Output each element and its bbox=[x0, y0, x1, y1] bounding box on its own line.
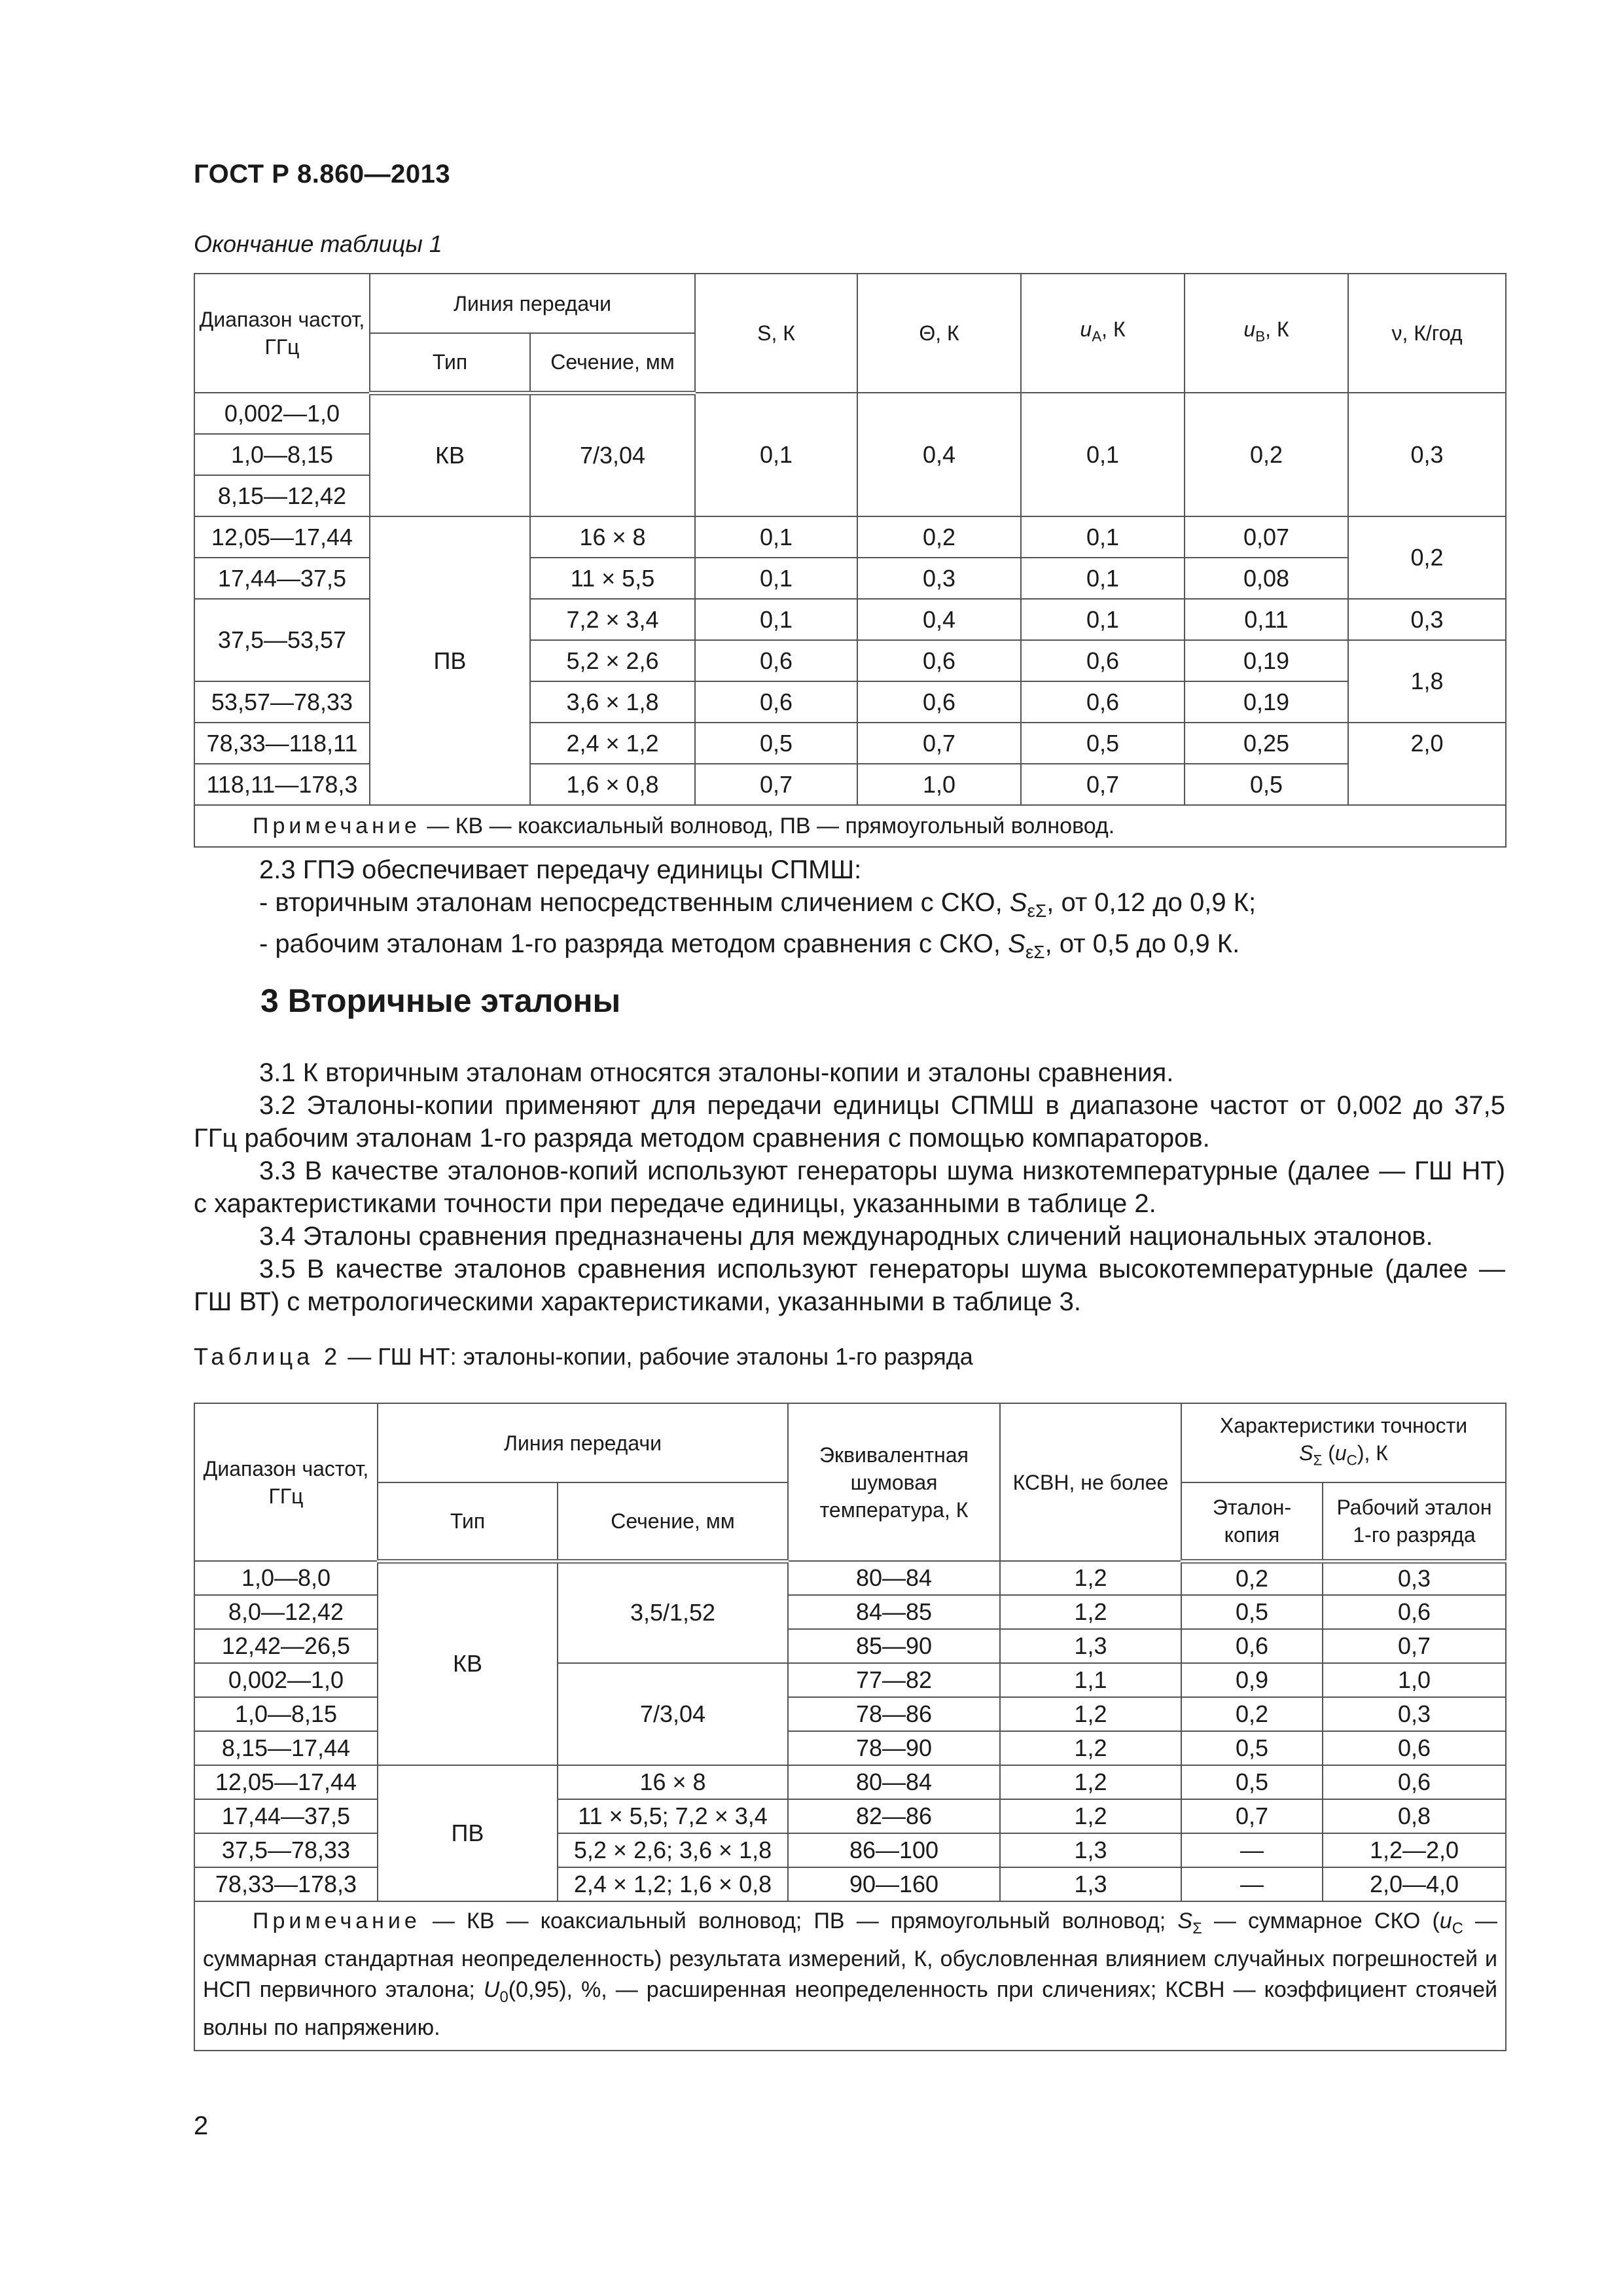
t2-copy: 0,7 bbox=[1181, 1799, 1323, 1833]
t2-copy: 0,5 bbox=[1181, 1765, 1323, 1799]
t1-section: 16 × 8 bbox=[530, 516, 695, 558]
t2-range: 0,002—1,0 bbox=[194, 1663, 378, 1697]
t2-copy: 0,9 bbox=[1181, 1663, 1323, 1697]
t1-note: Примечание — КВ — коаксиальный волновод, ПВ — прямоугольный волновод. bbox=[194, 805, 1506, 847]
t1-ub: 0,07 bbox=[1185, 516, 1348, 558]
t2-working: 0,7 bbox=[1323, 1629, 1506, 1663]
t1-ub: 0,2 bbox=[1185, 393, 1348, 516]
t2-temp: 84—85 bbox=[788, 1595, 1000, 1629]
t1-s: 0,6 bbox=[695, 640, 857, 681]
t1-s: 0,7 bbox=[695, 764, 857, 805]
t2-type: ПВ bbox=[378, 1765, 558, 1901]
t2-ksvn: 1,3 bbox=[1000, 1867, 1181, 1901]
t1-ub: 0,25 bbox=[1185, 723, 1348, 764]
t2-working: 0,6 bbox=[1323, 1595, 1506, 1629]
t1-range: 37,5—53,57 bbox=[194, 599, 370, 681]
t2-ksvn: 1,2 bbox=[1000, 1561, 1181, 1595]
paragraph-3-2: 3.2 Эталоны-копии применяют для передачи единицы СПМШ в диапазоне частот от 0,002 до 37,5 ГГц рабочим эталонам 1-го разряда методом сравнения с помощью компараторов. bbox=[194, 1091, 1505, 1153]
t2-range: 17,44—37,5 bbox=[194, 1799, 378, 1833]
t2-ksvn: 1,2 bbox=[1000, 1731, 1181, 1765]
t1-ub: 0,08 bbox=[1185, 558, 1348, 599]
t2-copy: 0,2 bbox=[1181, 1697, 1323, 1731]
t2-temp: 90—160 bbox=[788, 1867, 1000, 1901]
t1-range: 12,05—17,44 bbox=[194, 516, 370, 558]
t1-s: 0,6 bbox=[695, 681, 857, 723]
t2-range: 1,0—8,15 bbox=[194, 1697, 378, 1731]
t2-range: 37,5—78,33 bbox=[194, 1833, 378, 1867]
paragraph-3-1: 3.1 К вторичным эталонам относятся эталоны-копии и эталоны сравнения. bbox=[259, 1058, 1174, 1087]
paragraph-3-3: 3.3 В качестве эталонов-копий используют генераторы шума низкотемпературные (далее — ГШ НТ) с характеристиками точности при передаче единицы, указанными в таблице 2. bbox=[194, 1157, 1505, 1218]
t1-s: 0,1 bbox=[695, 516, 857, 558]
t1-ua: 0,6 bbox=[1021, 640, 1185, 681]
t1-ua: 0,1 bbox=[1021, 558, 1185, 599]
t2-temp: 82—86 bbox=[788, 1799, 1000, 1833]
section-3-heading: 3 Вторичные эталоны bbox=[260, 982, 621, 1019]
t2-copy: — bbox=[1181, 1867, 1323, 1901]
table-row bbox=[194, 1561, 1506, 1595]
t2-temp: 78—90 bbox=[788, 1731, 1000, 1765]
t2-ksvn: 1,2 bbox=[1000, 1799, 1181, 1833]
t1-ua: 0,6 bbox=[1021, 681, 1185, 723]
t1-section: 11 × 5,5 bbox=[530, 558, 695, 599]
t1-section: 3,6 × 1,8 bbox=[530, 681, 695, 723]
t2-working: 1,2—2,0 bbox=[1323, 1833, 1506, 1867]
paragraph-2-3: 2.3 ГПЭ обеспечивает передачу единицы СПМШ: bbox=[259, 855, 862, 884]
table-row bbox=[194, 516, 1506, 558]
t2-copy: 0,5 bbox=[1181, 1595, 1323, 1629]
t1-header-theta: Θ, К bbox=[857, 274, 1021, 393]
t1-section: 5,2 × 2,6 bbox=[530, 640, 695, 681]
t1-theta: 0,6 bbox=[857, 640, 1021, 681]
table2-caption: Таблица 2 — ГШ НТ: эталоны-копии, рабочие эталоны 1-го разряда bbox=[194, 1343, 973, 1370]
t2-ksvn: 1,3 bbox=[1000, 1629, 1181, 1663]
t1-nu: 2,0 bbox=[1348, 723, 1506, 805]
t1-range: 78,33—118,11 bbox=[194, 723, 370, 764]
t2-ksvn: 1,1 bbox=[1000, 1663, 1181, 1697]
t1-range: 17,44—37,5 bbox=[194, 558, 370, 599]
t2-range: 12,42—26,5 bbox=[194, 1629, 378, 1663]
t1-range: 53,57—78,33 bbox=[194, 681, 370, 723]
t1-s: 0,1 bbox=[695, 393, 857, 516]
t2-range: 1,0—8,0 bbox=[194, 1561, 378, 1595]
t2-temp: 86—100 bbox=[788, 1833, 1000, 1867]
t1-header-line: Линия передачи bbox=[370, 274, 695, 333]
t1-ua: 0,5 bbox=[1021, 723, 1185, 764]
t1-nu: 0,3 bbox=[1348, 599, 1506, 640]
t2-header-working: Рабочий эталон 1-го разряда bbox=[1323, 1482, 1506, 1561]
section-2-3 bbox=[194, 853, 1505, 969]
t1-header-nu: ν, К/год bbox=[1348, 274, 1506, 393]
t1-nu: 0,2 bbox=[1348, 516, 1506, 599]
t2-type: КВ bbox=[378, 1561, 558, 1765]
t1-ua: 0,1 bbox=[1021, 393, 1185, 516]
t1-section: 7,2 × 3,4 bbox=[530, 599, 695, 640]
t2-copy: 0,2 bbox=[1181, 1561, 1323, 1595]
t1-ub: 0,19 bbox=[1185, 681, 1348, 723]
t1-theta: 0,3 bbox=[857, 558, 1021, 599]
t1-nu: 0,3 bbox=[1348, 393, 1506, 516]
t2-working: 0,3 bbox=[1323, 1561, 1506, 1595]
list-item: - рабочим эталонам 1-го разряда методом сравнения с СКО, $S_{\varepsilon\Sigma}$, от 0,5 до 0,9 К. bbox=[259, 929, 1240, 962]
t2-section: 2,4 × 1,2; 1,6 × 0,8 bbox=[558, 1867, 788, 1901]
t1-section: 7/3,04 bbox=[530, 393, 695, 516]
t1-section: 1,6 × 0,8 bbox=[530, 764, 695, 805]
t2-range: 12,05—17,44 bbox=[194, 1765, 378, 1799]
t2-temp: 85—90 bbox=[788, 1629, 1000, 1663]
t1-theta: 0,4 bbox=[857, 393, 1021, 516]
t2-temp: 80—84 bbox=[788, 1765, 1000, 1799]
t1-ua: 0,7 bbox=[1021, 764, 1185, 805]
t1-ub: 0,5 bbox=[1185, 764, 1348, 805]
t1-ub: 0,19 bbox=[1185, 640, 1348, 681]
t1-theta: 0,6 bbox=[857, 681, 1021, 723]
t2-range: 78,33—178,3 bbox=[194, 1867, 378, 1901]
t2-copy: 0,5 bbox=[1181, 1731, 1323, 1765]
t2-note: Примечание — КВ — коаксиальный волновод; ПВ — прямоугольный волновод; $S_\Sigma$ — суммарное СКО ($u_C$ — суммарная стандартная неопределенность) результата измерений, К, обусловленная влиянием случайных погрешностей и НСП первичного эталона; $U_0(0,95)$, %, — расширенная неопределенность при сличениях; КСВН — коэффициент стоячей волны по напряжению. bbox=[194, 1901, 1506, 2051]
t2-range: 8,15—17,44 bbox=[194, 1731, 378, 1765]
t2-header-type: Тип bbox=[378, 1482, 558, 1561]
t1-type: ПВ bbox=[370, 516, 530, 805]
t2-section: 7/3,04 bbox=[558, 1663, 788, 1765]
t2-header-line: Линия передачи bbox=[378, 1403, 788, 1482]
t1-s: 0,1 bbox=[695, 599, 857, 640]
t1-theta: 0,2 bbox=[857, 516, 1021, 558]
page-number: 2 bbox=[194, 2111, 209, 2140]
t1-header-ub: $u_B$, К bbox=[1185, 274, 1348, 393]
t2-section: 3,5/1,52 bbox=[558, 1561, 788, 1663]
t1-header-range: Диапазон частот, ГГц bbox=[194, 274, 370, 393]
t1-s: 0,5 bbox=[695, 723, 857, 764]
table-row bbox=[194, 1765, 1506, 1799]
t2-copy: — bbox=[1181, 1833, 1323, 1867]
table1-continuation-caption: Окончание таблицы 1 bbox=[194, 230, 442, 257]
t1-type: КВ bbox=[370, 393, 530, 516]
section-3-body bbox=[194, 1056, 1505, 1318]
t1-s: 0,1 bbox=[695, 558, 857, 599]
t1-range: 8,15—12,42 bbox=[194, 475, 370, 516]
t1-section: 2,4 × 1,2 bbox=[530, 723, 695, 764]
t1-header-ua: $u_A$, К bbox=[1021, 274, 1185, 393]
t2-header-copy: Эталон-копия bbox=[1181, 1482, 1323, 1561]
t2-ksvn: 1,2 bbox=[1000, 1595, 1181, 1629]
t2-header-section: Сечение, мм bbox=[558, 1482, 788, 1561]
table-1 bbox=[194, 273, 1507, 848]
t2-header-range: Диапазон частот, ГГц bbox=[194, 1403, 378, 1561]
t2-temp: 80—84 bbox=[788, 1561, 1000, 1595]
t1-ub: 0,11 bbox=[1185, 599, 1348, 640]
t2-section: 11 × 5,5; 7,2 × 3,4 bbox=[558, 1799, 788, 1833]
t2-range: 8,0—12,42 bbox=[194, 1595, 378, 1629]
t2-header-temp: Эквивалентная шумовая температура, К bbox=[788, 1403, 1000, 1561]
table-note-row bbox=[194, 1901, 1506, 2051]
t1-nu: 1,8 bbox=[1348, 640, 1506, 723]
t1-ua: 0,1 bbox=[1021, 599, 1185, 640]
table-row bbox=[194, 393, 1506, 434]
t1-header-type: Тип bbox=[370, 333, 530, 393]
t1-header-s: S, К bbox=[695, 274, 857, 393]
t2-working: 0,6 bbox=[1323, 1731, 1506, 1765]
table-2 bbox=[194, 1403, 1507, 2051]
t1-theta: 0,7 bbox=[857, 723, 1021, 764]
t2-header-ksvn: КСВН, не более bbox=[1000, 1403, 1181, 1561]
t2-copy: 0,6 bbox=[1181, 1629, 1323, 1663]
t1-range: 0,002—1,0 bbox=[194, 393, 370, 434]
t1-range: 118,11—178,3 bbox=[194, 764, 370, 805]
t2-ksvn: 1,3 bbox=[1000, 1833, 1181, 1867]
t2-section: 16 × 8 bbox=[558, 1765, 788, 1799]
t2-temp: 77—82 bbox=[788, 1663, 1000, 1697]
t1-ua: 0,1 bbox=[1021, 516, 1185, 558]
t2-temp: 78—86 bbox=[788, 1697, 1000, 1731]
paragraph-3-4: 3.4 Эталоны сравнения предназначены для международных сличений национальных эталонов. bbox=[259, 1222, 1433, 1251]
t2-working: 0,8 bbox=[1323, 1799, 1506, 1833]
t1-header-section: Сечение, мм bbox=[530, 333, 695, 393]
paragraph-3-5: 3.5 В качестве эталонов сравнения используют генераторы шума высокотемпературные (далее — ГШ ВТ) с метрологическими характеристиками, указанными в таблице 3. bbox=[194, 1255, 1505, 1316]
table-note-row bbox=[194, 805, 1506, 847]
document-header: ГОСТ Р 8.860—2013 bbox=[194, 160, 451, 188]
t2-ksvn: 1,2 bbox=[1000, 1697, 1181, 1731]
t1-theta: 1,0 bbox=[857, 764, 1021, 805]
t2-working: 0,3 bbox=[1323, 1697, 1506, 1731]
list-item: - вторичным эталонам непосредственным сличением с СКО, $S_{\varepsilon\Sigma}$, от 0,12 до 0,9 К; bbox=[259, 888, 1257, 921]
t2-section: 5,2 × 2,6; 3,6 × 1,8 bbox=[558, 1833, 788, 1867]
t1-theta: 0,4 bbox=[857, 599, 1021, 640]
t2-working: 1,0 bbox=[1323, 1663, 1506, 1697]
t2-ksvn: 1,2 bbox=[1000, 1765, 1181, 1799]
t2-header-accuracy: Характеристики точности $S_\Sigma$ $(u_C)$, К bbox=[1181, 1403, 1506, 1482]
t1-range: 1,0—8,15 bbox=[194, 434, 370, 475]
t2-working: 0,6 bbox=[1323, 1765, 1506, 1799]
t2-working: 2,0—4,0 bbox=[1323, 1867, 1506, 1901]
